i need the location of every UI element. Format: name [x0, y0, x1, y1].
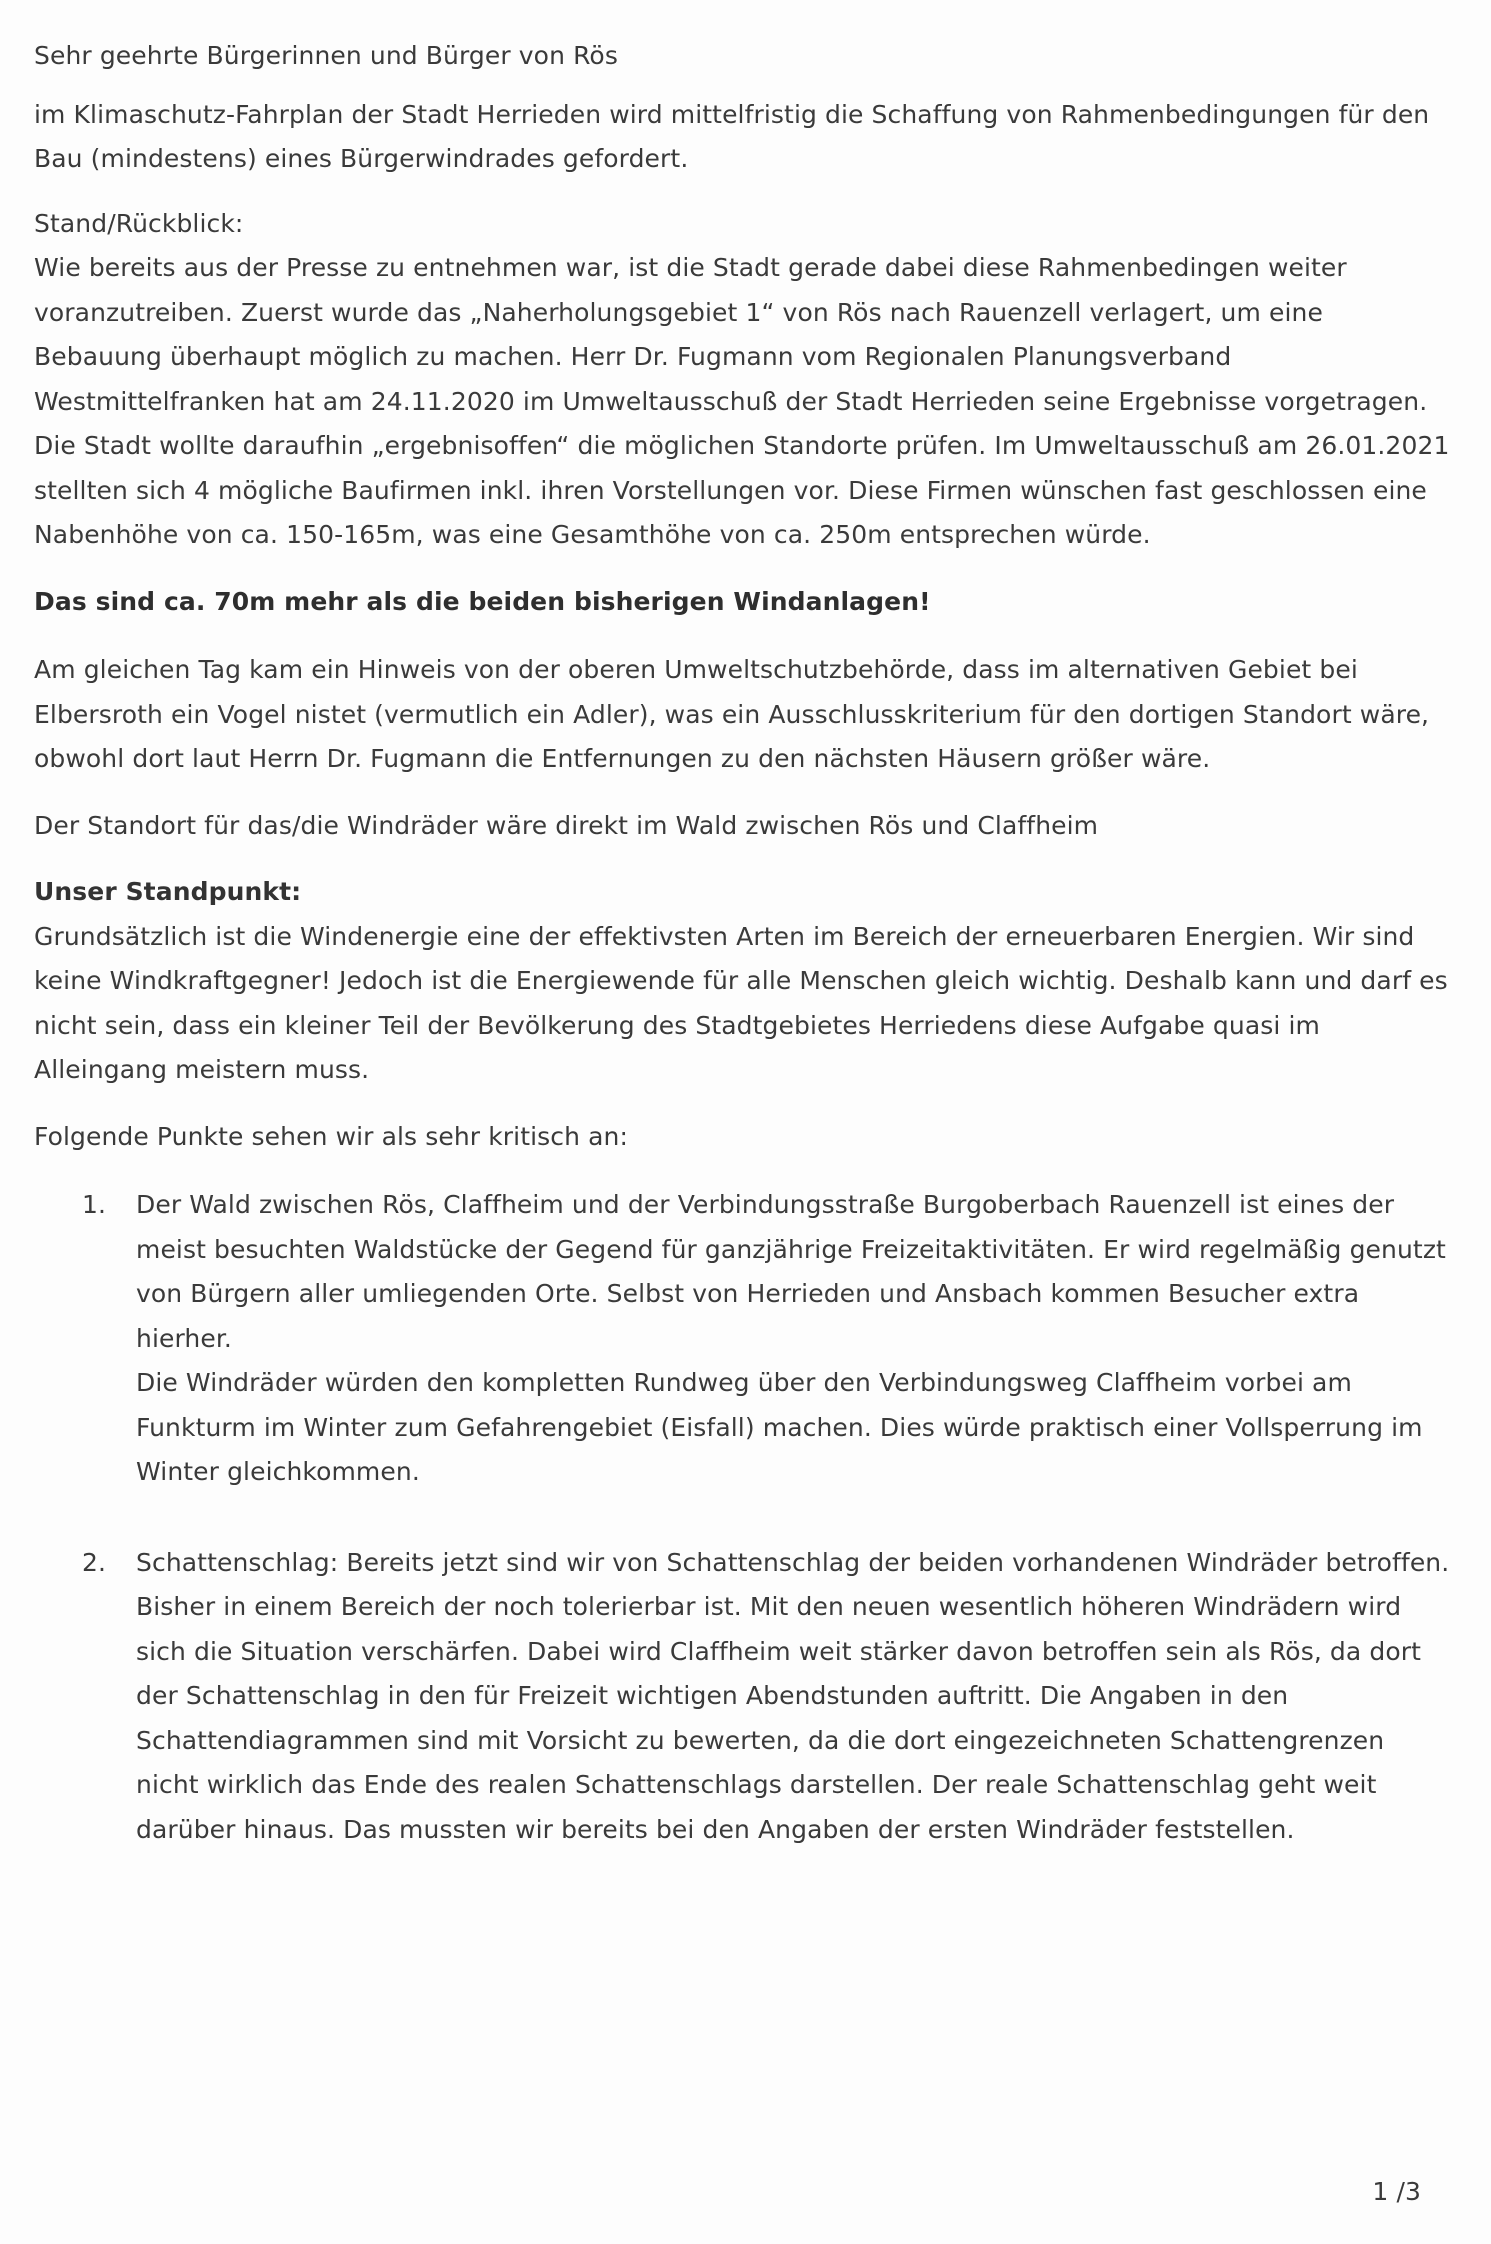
intro-paragraph: im Klimaschutz-Fahrplan der Stadt Herrieden wird mittelfristig die Schaffung von Rahmenbedingungen für den Bau (mindestens) eines Bürgerwindrades gefordert.: [34, 99, 1430, 173]
letter-body: [34, 34, 1454, 1898]
list-intro: Folgende Punkte sehen wir als sehr kritisch an:: [34, 1121, 629, 1151]
location-paragraph: Der Standort für das/die Windräder wäre direkt im Wald zwischen Rös und Claffheim: [34, 810, 1099, 840]
list-item-text: Die Windräder würden den kompletten Rundweg über den Verbindungsweg Claffheim vorbei am Funkturm im Winter zum Gefahrengebiet (Eisfall) machen. Dies würde praktisch einer Vollsperrung im Winter gleichkommen.: [136, 1368, 1423, 1486]
list-item: [34, 1183, 1454, 1495]
critical-points-list: [34, 1183, 1454, 1852]
page-number: 1 /3: [1372, 2177, 1421, 2206]
emphasis-statement: Das sind ca. 70m mehr als die beiden bisherigen Windanlagen!: [34, 586, 931, 616]
list-item-text: Schattenschlag: Bereits jetzt sind wir von Schattenschlag der beiden vorhandenen Windräder betroffen. Bisher in einem Bereich der noch tolerierbar ist. Mit den neuen wesentlich höheren Windrädern wird sich die Situation verschärfen. Dabei wird Claffheim weit stärker davon betroffen sein als Rös, da dort der Schattenschlag in den für Freizeit wichtigen Abendstunden auftritt. Die Angaben in den Schattendiagrammen sind mit Vorsicht zu bewerten, da die dort eingezeichneten Schattengrenzen nicht wirklich das Ende des realen Schattenschlags darstellen. Der reale Schattenschlag geht weit darüber hinaus. Das mussten wir bereits bei den Angaben der ersten Windräder feststellen.: [136, 1547, 1450, 1844]
list-item: [34, 1541, 1454, 1853]
list-item-number: 1.: [82, 1190, 107, 1219]
stand-rueckblick-paragraph: Wie bereits aus der Presse zu entnehmen war, ist die Stadt gerade dabei diese Rahmenbedingen weiter voranzutreiben. Zuerst wurde das „Naherholungsgebiet 1“ von Rös nach Rauenzell verlagert, um eine Bebauung überhaupt möglich zu machen. Herr Dr. Fugmann vom Regionalen Planungsverband Westmittelfranken hat am 24.11.2020 im Umweltausschuß der Stadt Herrieden seine Ergebnisse vorgetragen. Die Stadt wollte daraufhin „ergebnisoffen“ die möglichen Standorte prüfen. Im Umweltausschuß am 26.01.2021 stellten sich 4 mögliche Baufirmen inkl. ihren Vorstellungen vor. Diese Firmen wünschen fast geschlossen eine Nabenhöhe von ca. 150-165m, was eine Gesamthöhe von ca. 250m entsprechen würde.: [34, 253, 1450, 549]
section-heading-stand-rueckblick: Stand/Rückblick:: [34, 208, 244, 238]
standpunkt-paragraph: Grundsätzlich ist die Windenergie eine der effektivsten Arten im Bereich der erneuerbaren Energien. Wir sind keine Windkraftgegner! Jedoch ist die Energiewende für alle Menschen gleich wichtig. Deshalb kann und darf es nicht sein, dass ein kleiner Teil der Bevölkerung des Stadtgebietes Herriedens diese Aufgabe quasi im Alleingang meistern muss.: [34, 921, 1448, 1084]
eagle-paragraph: Am gleichen Tag kam ein Hinweis von der oberen Umweltschutzbehörde, dass im alternativen Gebiet bei Elbersroth ein Vogel nistet (vermutlich ein Adler), was ein Ausschlusskriterium für den dortigen Standort wäre, obwohl dort laut Herrn Dr. Fugmann die Entfernungen zu den nächsten Häusern größer wäre.: [34, 655, 1430, 773]
greeting: Sehr geehrte Bürgerinnen und Bürger von Rös: [34, 41, 618, 70]
section-heading-standpunkt: Unser Standpunkt:: [34, 877, 302, 906]
list-item-text: Der Wald zwischen Rös, Claffheim und der Verbindungsstraße Burgoberbach Rauenzell ist eines der meist besuchten Waldstücke der Gegend für ganzjährige Freizeitaktivitäten. Er wird regelmäßig genutzt von Bürgern aller umliegenden Orte. Selbst von Herrieden und Ansbach kommen Besucher extra hierher.: [136, 1190, 1446, 1353]
list-item-number: 2.: [82, 1547, 107, 1577]
